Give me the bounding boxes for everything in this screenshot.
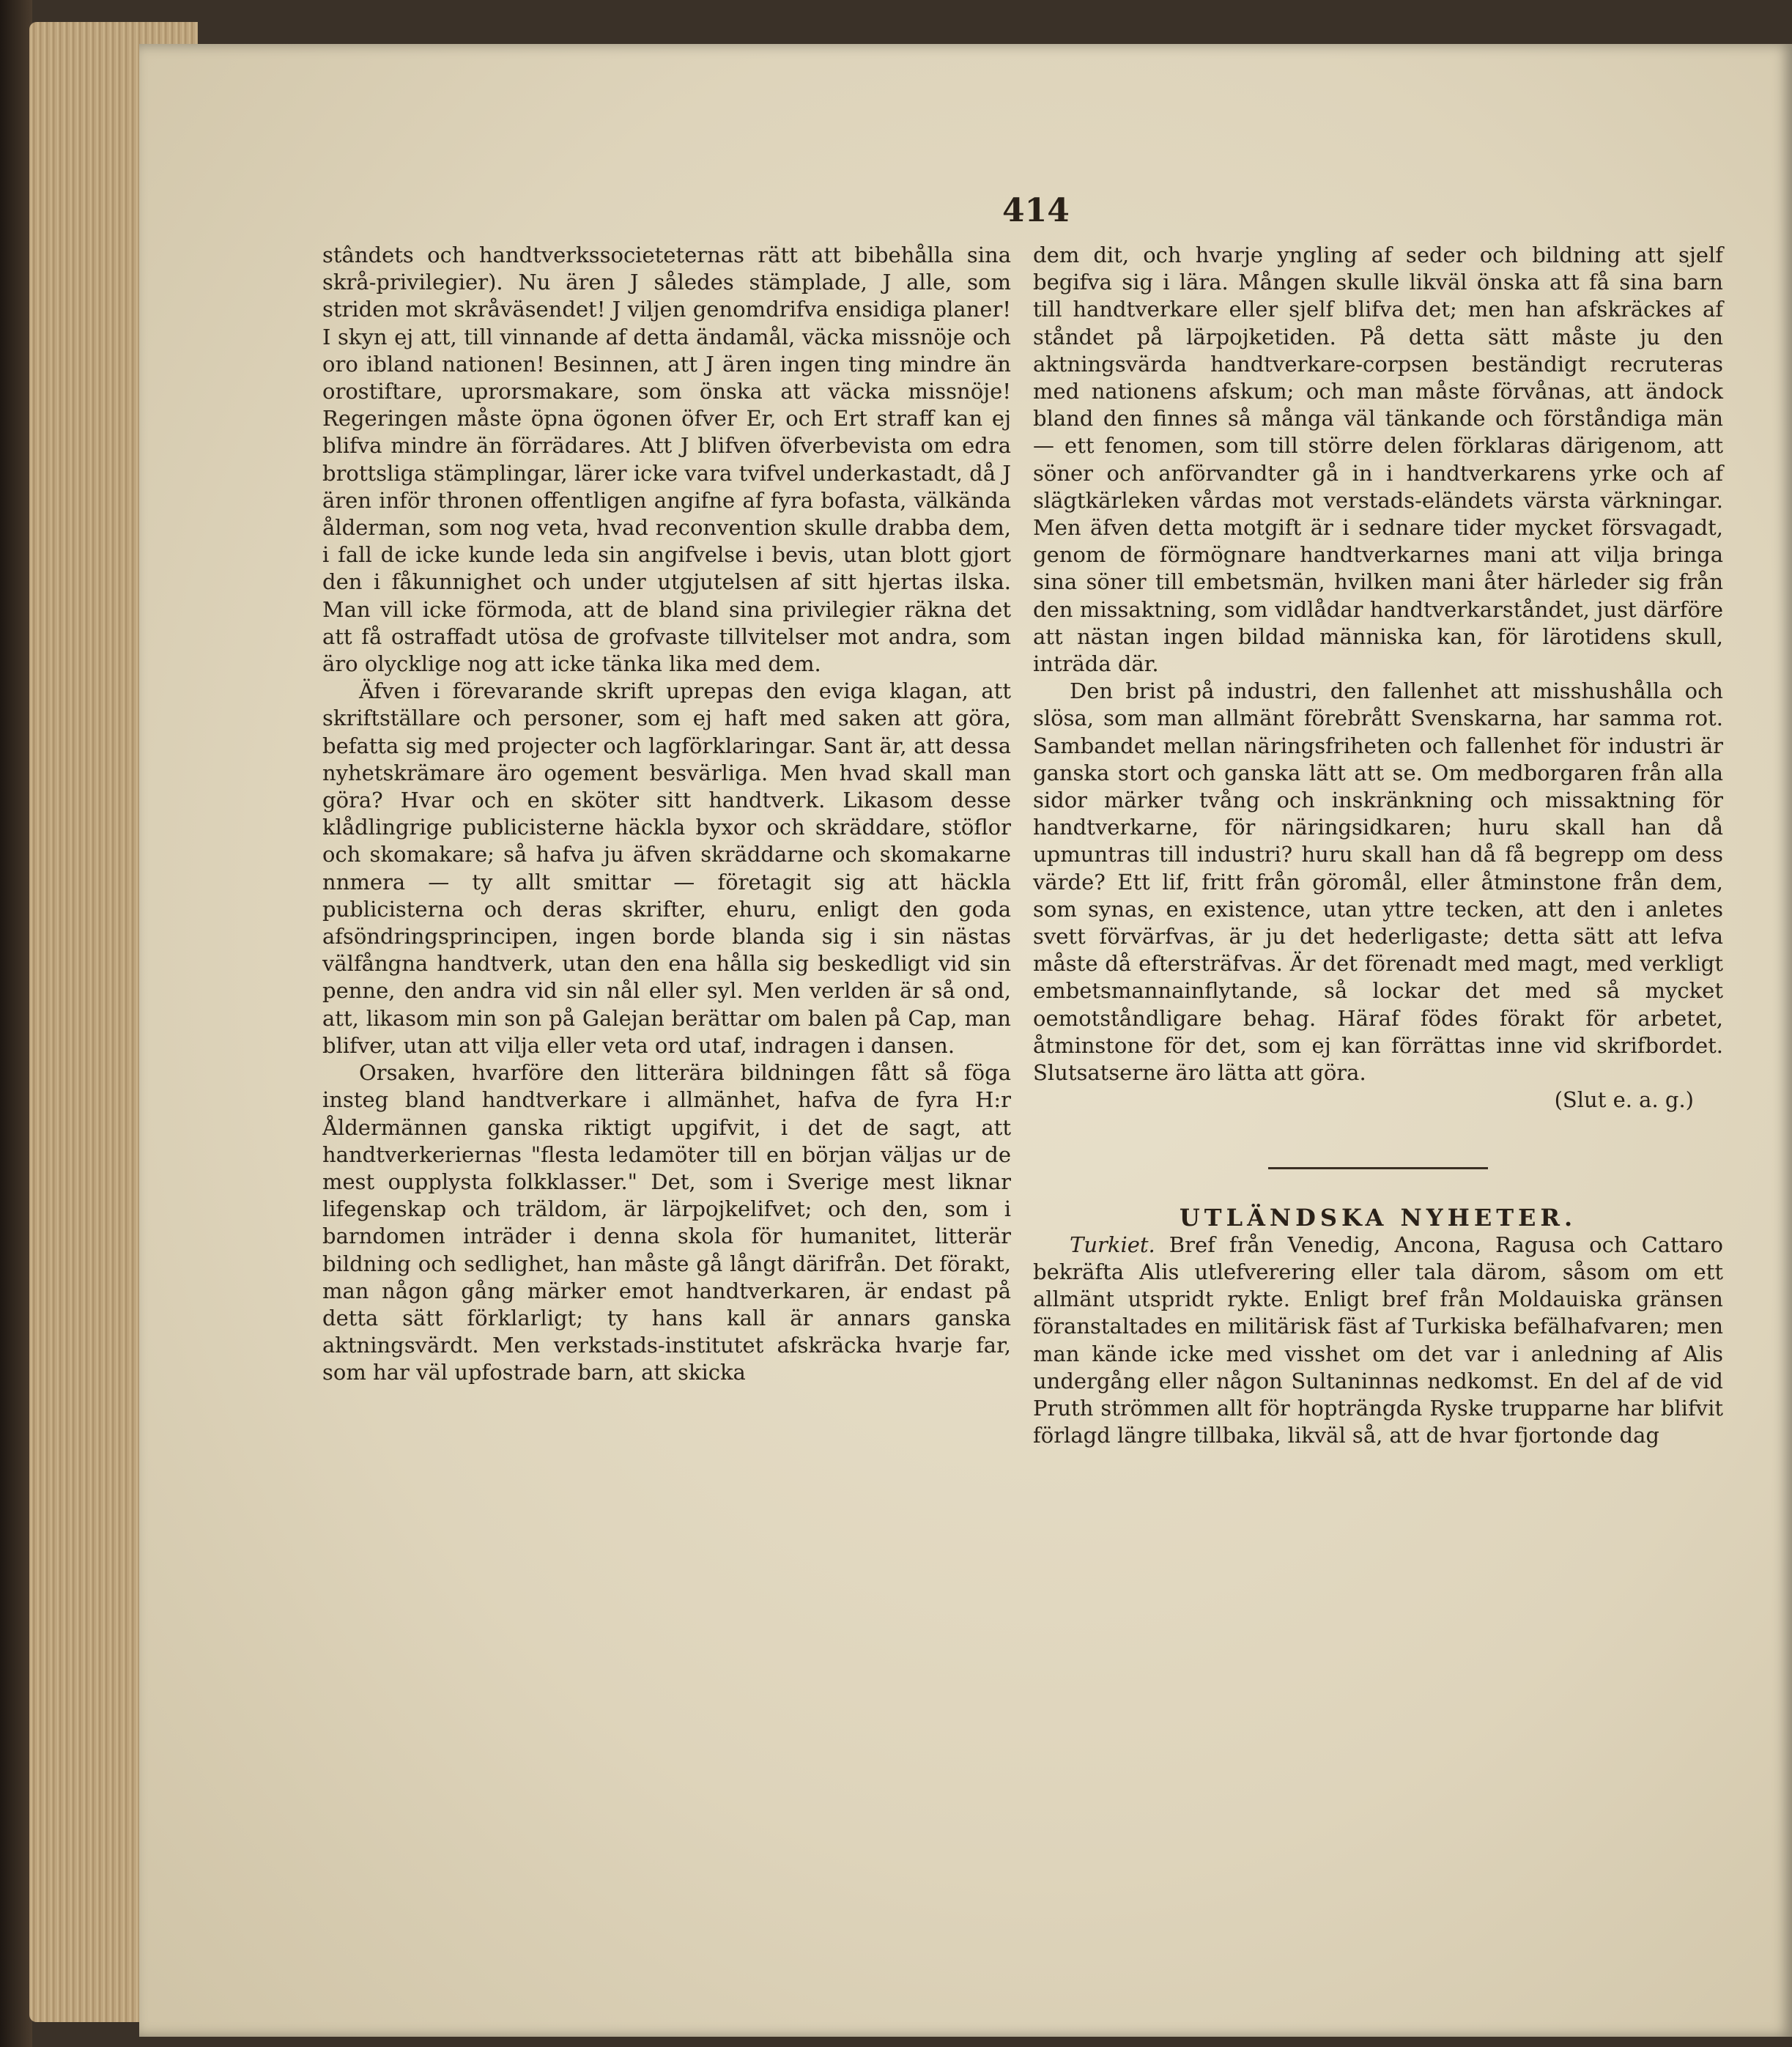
left-column (322, 242, 1011, 1387)
news-item-heading: Turkiet. (1070, 1232, 1155, 1257)
section-heading: UTLÄNDSKA NYHETER. (1179, 1203, 1577, 1232)
left-paragraph-1: stândets och handtverkssocieteternas rätt att bibehålla sina skrå-privilegier). Nu ären J således stämplade, J alle, som striden mot skråväsendet! J viljen genomdrifva ensidiga planer! I skyn ej att, till vinnande af detta ändamål, väcka missnöje och oro ibland nationen! Besinnen, att J ären ingen ting mindre än orostiftare, uprorsmakare, som önska att väcka missnöje! Regeringen måste öpna ögonen öfver Er, och Ert straff kan ej blifva mindre än förrädares. Att J blifven öfverbevista om edra brottsliga stämplingar, lärer icke vara tvifvel underkastadt, då J ären inför thronen offentligen angifne af fyra bofasta, välkända ålderman, som nog veta, hvad reconvention skulle drabba dem, i fall de icke kunde leda sin angifvelse i bevis, utan blott gjort den i fåkunnighet och under utgjutelsen af sitt hjertas ilska. Man vill icke förmoda, att de bland sina privilegier räkna det att få ostraffadt utösa de grofvaste tillvitelser mot andra, som äro olycklige nog att icke tänka lika med dem. (322, 243, 1011, 677)
section-divider (1268, 1167, 1488, 1169)
left-paragraph-2: Äfven i förevarande skrift uprepas den eviga klagan, att skriftställare och personer, som ej haft med saken att göra, befatta sig med projecter och lagförklaringar. Sant är, att dessa nyhetskrämare äro ogement besvärliga. Men hvad skall man göra? Hvar och en sköter sitt handtverk. Likasom desse klådlingrige publicisterne häckla byxor och skräddare, stöflor och skomakare; så hafva ju äfven skräddarne och skomakarne nnmera — ty allt smittar — företagit sig att häckla publicisterna och deras skrifter, ehuru, enligt den goda afsöndringsprincipen, ingen borde blanda sig i sin nästas välfångna handtverk, utan den ena hålla sig beskedligt vid sin penne, den andra vid sin nål eller syl. Men verlden är så ond, att, likasom min son på Galejan berättar om balen på Cap, man blifver, utan att vilja eller veta ord utaf, indragen i dansen. (322, 678, 1011, 1058)
article-signature: (Slut e. a. g.) (1554, 1087, 1694, 1113)
right-paragraph-2: Den brist på industri, den fallenhet att misshushålla och slösa, som man allmänt förebrått Svenskarna, har samma rot. Sambandet mellan näringsfriheten och fallenhet för industri är ganska stort och ganska lätt att se. Om medborgaren från alla sidor märker tvång och inskränkning och missaktning för handtverkarne, för näringsidkaren; huru skall han då upmuntras till industri? huru skall han då få begrepp om dess värde? Ett lif, fritt från göromål, eller åtminstone från dem, som synas, en existence, utan yttre tecken, att den i anletes svett förvärfvas, är ju det hederligaste; detta sätt att lefva måste då eftersträfvas. Är det förenadt med magt, med verkligt embetsmannainflytande, så lockar det med så mycket oemotståndligare behag. Häraf födes förakt för arbetet, åtminstone för det, som ej kan förrättas inne vid skrifbordet. Slutsatserne äro lätta att göra. (1033, 678, 1723, 1086)
page-number: 414 (1002, 192, 1070, 229)
news-item-turkiet (1033, 1232, 1723, 1450)
book-spine-shadow (0, 0, 32, 2047)
news-item-body: Bref från Venedig, Ancona, Ragusa och Cattaro bekräfta Alis utlefverering eller tala därom, såsom om ett allmänt utspridt rykte. Enligt bref från Moldauiska gränsen föranstaltades en militärisk fäst af Turkiska befälhafvaren; men man kände icke med visshet om det var i anledning af Alis undergång eller någon Sultaninnas nedkomst. En del af de vid Pruth strömmen allt för hopträngda Ryske trupparne har blifvit förlagd längre tillbaka, likväl så, att de hvar fjortonde dag (1033, 1232, 1723, 1448)
right-column (1033, 242, 1723, 1449)
left-paragraph-3: Orsaken, hvarföre den litterära bildningen fått så föga insteg bland handtverkare i allmänhet, hafva de fyra H:r Åldermännen ganska riktigt upgifvit, i det de sagt, att handtverkeriernas "flesta ledamöter till en början väljas ur de mest oupplysta folkklasser." Det, som i Sverige mest liknar lifegenskap och träldom, är lärpojkelifvet; och den, som i barndomen inträder i denna skola för humanitet, litterär bildning och sedlighet, han måste gå långt därifrån. Det förakt, man någon gång märker emot handtverkaren, är endast på detta sätt förklarligt; ty hans kall är annars ganska aktningsvärdt. Men verkstads-institutet afskräcka hvarje far, som har väl upfostrade barn, att skicka (322, 1060, 1011, 1385)
right-paragraph-1: dem dit, och hvarje yngling af seder och bildning att sjelf begifva sig i lära. Mången skulle likväl önska att få sina barn till handtverkare eller sjelf blifva det; men han afskräckes af ståndet på lärpojketiden. På detta sätt måste ju den aktningsvärda handtverkare-corpsen beständigt recruteras med nationens afskum; och man måste förvånas, att ändock bland den finnes så många väl tänkande och förståndiga män — ett fenomen, som till större delen förklaras därigenom, att söner och anförvandter gå in i handtverkarens yrke och af slägtkärleken vårdas mot verstads-eländets värsta värkningar. Men äfven detta motgift är i sednare tider mycket försvagadt, genom de förmögnare handtverkarnes mani att vilja bringa sina söner till embetsmän, hvilken mani åter härleder sig från den missaktning, som vidlådar handtverkarståndet, just därföre att nästan ingen bildad människa kan, för lärotidens skull, inträda där. (1033, 243, 1723, 677)
